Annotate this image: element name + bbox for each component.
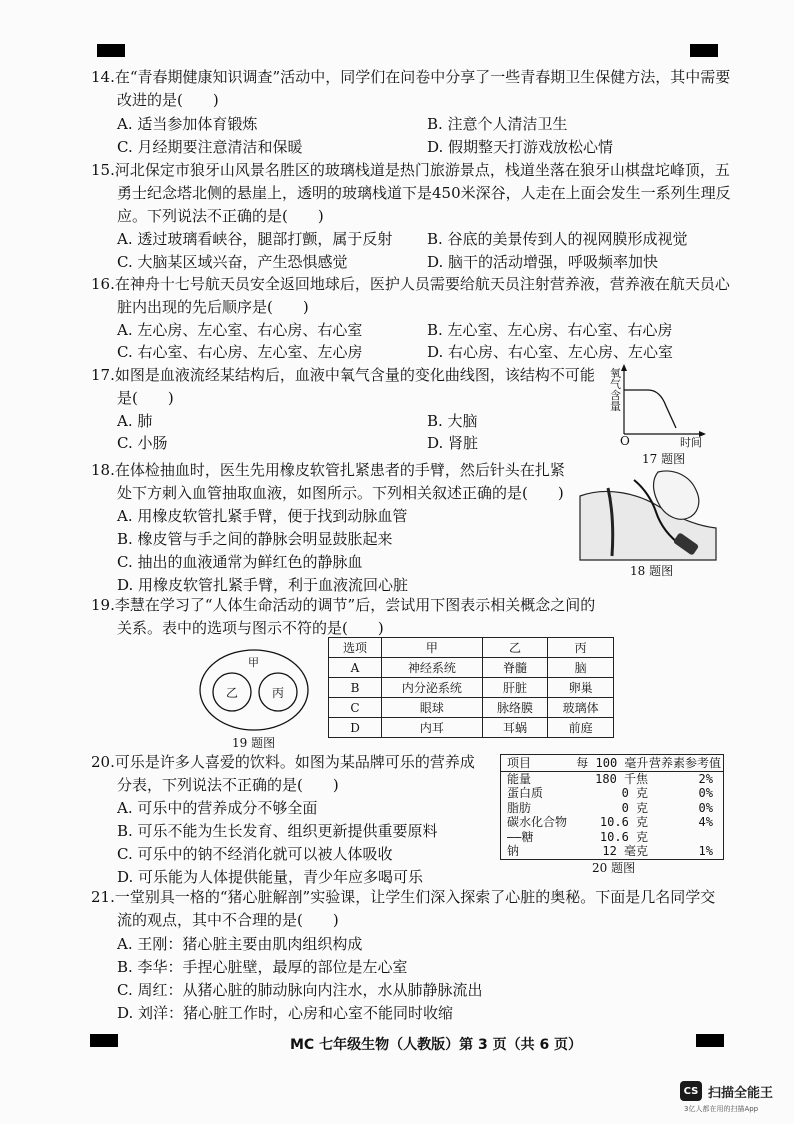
q16-stem-line1: 16.在神舟十七号航天员安全返回地球后，医护人员需要给航天员注射营养液，营养液在航天员心 — [91, 275, 730, 293]
q20-nutrition-cell: 10.6 克 — [599, 815, 649, 829]
q20-nutrition-header-cell: 项目 — [507, 756, 532, 770]
q15-option-d: D. 脑干的活动增强，呼吸频率加快 — [427, 253, 659, 271]
q20-nutrition-header-cell: 每 100 毫升 — [576, 756, 649, 770]
q19-table-cell: D — [329, 718, 382, 738]
q20-nutrition-header-cell: 营养素参考值 — [648, 756, 721, 770]
q20-nutrition-row — [501, 844, 723, 859]
q20-stem-line1: 20.可乐是许多人喜爱的饮料。如图为某品牌可乐的营养成 — [91, 753, 475, 771]
q19-table-header-cell: 甲 — [382, 638, 483, 658]
q14-option-b: B. 注意个人清洁卫生 — [427, 115, 568, 133]
q17-y-axis-label: 氧气含量 — [610, 367, 621, 413]
q19-table-cell: 耳蜗 — [482, 718, 548, 738]
q14-stem-line1: 14.在“青春期健康知识调查”活动中，同学们在问卷中分享了一些青春期卫生保健方法，其中需要 — [91, 68, 731, 86]
q19-table-cell: 脉络膜 — [482, 698, 548, 718]
q21-option-c: C. 周红：从猪心脏的肺动脉向内注水，水从肺静脉流出 — [117, 981, 483, 999]
q20-nutrition-cell — [648, 830, 723, 845]
q15-stem-line1: 15.河北保定市狼牙山风景名胜区的玻璃栈道是热门旅游景点，栈道坐落在狼牙山棋盘坨峰顶，五 — [91, 161, 730, 179]
q20-nutrition-cell: 180 千焦 — [595, 771, 649, 786]
q20-caption: 20 题图 — [592, 861, 636, 875]
q20-nutrition-cell: 能量 — [507, 771, 532, 786]
q19-table-row — [329, 698, 614, 718]
q20-nutrition-cell: 0% — [698, 800, 713, 815]
q15-option-c: C. 大脑某区域兴奋，产生恐惧感觉 — [117, 253, 348, 271]
q20-nutrition-row — [501, 786, 723, 801]
q18-option-c: C. 抽出的血液通常为鲜红色的静脉血 — [117, 553, 363, 571]
q20-nutrition-cell: 10.6 克 — [599, 829, 649, 844]
q21-stem-line1: 21.一堂别具一格的“猪心脏解剖”实验课，让学生们深入探索了心脏的奥秘。下面是几名同学交 — [91, 888, 716, 906]
scanner-watermark — [680, 1081, 773, 1101]
q19-table-cell: B — [329, 678, 382, 698]
q20-nutrition-cell: 脂肪 — [507, 800, 532, 815]
q19-table-cell: A — [329, 658, 382, 678]
q17-caption: 17 题图 — [642, 452, 686, 466]
q20-nutrition-cell: ——糖 — [507, 829, 534, 844]
scanner-tagline: 3亿人都在用的扫描App — [684, 1105, 759, 1113]
q19-table-cell: 眼球 — [382, 698, 483, 718]
q16-option-a: A. 左心房、左心室、右心房、右心室 — [117, 321, 363, 339]
q19-table-cell: 肝脏 — [482, 678, 548, 698]
q19-table-cell: 玻璃体 — [548, 698, 614, 718]
q20-nutrition-cell: 0% — [698, 786, 713, 800]
q20-nutrition-cell: 0 克 — [621, 800, 649, 815]
q19-caption: 19 题图 — [232, 736, 276, 750]
q18-option-d: D. 用橡皮软管扎紧手臂，利于血液流回心脏 — [117, 576, 409, 594]
q15-option-b: B. 谷底的美景传到人的视网膜形成视觉 — [427, 230, 688, 248]
q16-option-b: B. 左心室、左心房、右心室、右心房 — [427, 321, 673, 339]
q18-blood-draw-illustration — [578, 466, 718, 562]
q20-nutrition-cell: 0 克 — [621, 786, 649, 800]
scanner-app-name: 扫描全能王 — [708, 1085, 774, 1101]
q19-table-cell: 内分泌系统 — [382, 678, 483, 698]
q19-table-header-cell: 丙 — [548, 638, 614, 658]
q17-oxygen-curve — [624, 390, 676, 428]
q19-table-cell: 神经系统 — [382, 658, 483, 678]
q19-label-outer: 甲 — [248, 656, 259, 669]
q19-table-cell: 前庭 — [548, 718, 614, 738]
q21-option-d: D. 刘洋：猪心脏工作时，心房和心室不能同时收缩 — [117, 1004, 454, 1022]
q15-stem-line3: 应。下列说法不正确的是( ) — [117, 207, 324, 225]
q20-nutrition-cell: 碳水化合物 — [507, 815, 568, 829]
q19-stem-line1: 19.李慧在学习了“人体生命活动的调节”后，尝试用下图表示相关概念之间的 — [91, 596, 596, 614]
q19-table-cell: 卵巢 — [548, 678, 614, 698]
q20-nutrition-cell: 钠 — [507, 844, 520, 858]
q19-table-cell: 脑 — [548, 658, 614, 678]
q16-option-d: D. 右心房、右心室、左心房、左心室 — [427, 343, 674, 361]
q19-table-header-row — [329, 638, 614, 658]
page-footer: MC 七年级生物（人教版）第 3 页（共 6 页） — [290, 1037, 583, 1053]
q14-option-d: D. 假期整天打游戏放松心情 — [427, 138, 614, 156]
q15-stem-line2: 勇士纪念塔北侧的悬崖上，透明的玻璃栈道下是450米深谷，人走在上面会发生一系列生理反 — [117, 184, 731, 202]
q20-nutrition-row — [501, 801, 723, 816]
q20-nutrition-cell: 蛋白质 — [507, 786, 544, 800]
q14-option-a: A. 适当参加体育锻炼 — [117, 115, 258, 133]
q19-options-table — [328, 637, 614, 738]
q21-option-b: B. 李华：手捏心脏壁，最厚的部位是左心室 — [117, 958, 408, 976]
q14-option-c: C. 月经期要注意清洁和保暖 — [117, 138, 303, 156]
registration-mark-top-right — [690, 44, 718, 57]
q20-nutrition-cell: 12 毫克 — [602, 844, 649, 858]
q17-option-a: A. 肺 — [117, 412, 153, 430]
q19-table-cell: 脊髓 — [482, 658, 548, 678]
q20-stem-line2: 分表，下列说法不正确的是( ) — [117, 776, 339, 794]
q19-table-row — [329, 718, 614, 738]
q18-stem-line1: 18.在体检抽血时，医生先用橡皮软管扎紧患者的手臂，然后针头在扎紧 — [91, 461, 565, 479]
q19-table-header-cell: 乙 — [482, 638, 548, 658]
q15-option-a: A. 透过玻璃看峡谷，腿部打颤，属于反射 — [117, 230, 393, 248]
q18-option-a: A. 用橡皮软管扎紧手臂，便于找到动脉血管 — [117, 507, 408, 525]
q20-option-d: D. 可乐能为人体提供能量，青少年应多喝可乐 — [117, 868, 424, 886]
q20-nutrition-row — [501, 815, 723, 830]
q19-label-right: 丙 — [272, 686, 285, 700]
q18-option-b: B. 橡皮管与手之间的静脉会明显鼓胀起来 — [117, 530, 393, 548]
q19-table-header-cell: 选项 — [329, 638, 382, 658]
q17-origin-label: O — [620, 434, 630, 448]
q17-stem-line1: 17.如图是血液流经某结构后，血液中氧气含量的变化曲线图，该结构不可能 — [91, 366, 595, 384]
registration-mark-top-left — [97, 44, 125, 57]
q16-stem-line2: 脏内出现的先后顺序是( ) — [117, 298, 309, 316]
registration-mark-bottom-left — [90, 1034, 118, 1047]
q20-option-b: B. 可乐不能为生长发育、组织更新提供重要原料 — [117, 822, 438, 840]
q17-option-d: D. 肾脏 — [427, 434, 479, 452]
q17-stem-line2: 是( ) — [117, 389, 174, 407]
q19-label-left: 乙 — [226, 686, 239, 700]
q21-option-a: A. 王刚：猪心脏主要由肌肉组织构成 — [117, 935, 363, 953]
q14-stem-line2: 改进的是( ) — [117, 91, 219, 109]
q20-nutrition-row — [501, 772, 723, 787]
q17-x-axis-label: 时间 — [680, 436, 702, 449]
q20-option-a: A. 可乐中的营养成分不够全面 — [117, 799, 318, 817]
q18-caption: 18 题图 — [630, 564, 674, 578]
q21-stem-line2: 流的观点，其中不合理的是( ) — [117, 911, 339, 929]
q17-option-b: B. 大脑 — [427, 412, 478, 430]
q20-option-c: C. 可乐中的钠不经消化就可以被人体吸收 — [117, 845, 393, 863]
q18-stem-line2: 处下方刺入血管抽取血液，如图所示。下列相关叙述正确的是( ) — [117, 484, 564, 502]
scanner-logo-icon: CS — [680, 1081, 702, 1101]
q20-nutrition-cell: 1% — [698, 844, 713, 858]
q19-table-row — [329, 678, 614, 698]
q17-option-c: C. 小肠 — [117, 434, 168, 452]
q19-table-cell: C — [329, 698, 382, 718]
registration-mark-bottom-right — [696, 1034, 724, 1047]
q19-stem-line2: 关系。表中的选项与图示不符的是( ) — [117, 619, 384, 637]
q19-table-cell: 内耳 — [382, 718, 483, 738]
q16-option-c: C. 右心室、右心房、左心室、左心房 — [117, 343, 363, 361]
q20-nutrition-cell: 4% — [698, 815, 713, 829]
q20-nutrition-cell: 2% — [698, 771, 713, 786]
q20-nutrition-table — [500, 754, 724, 860]
q20-nutrition-header — [501, 756, 723, 772]
q19-table-row — [329, 658, 614, 678]
q20-nutrition-row — [501, 830, 723, 845]
